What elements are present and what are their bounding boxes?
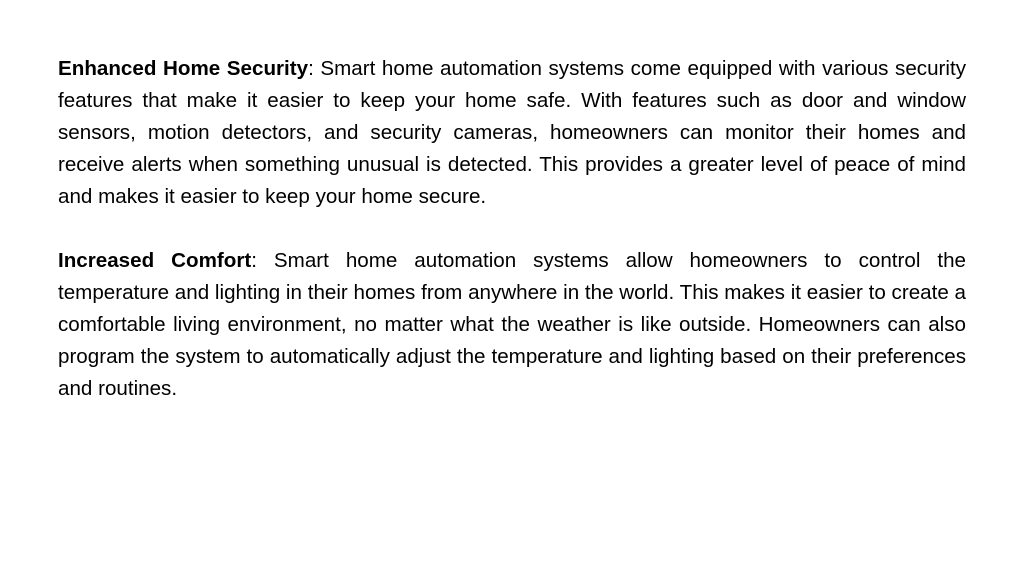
term-separator: : [251,249,257,272]
paragraph-enhanced-home-security [58,53,966,213]
paragraph-increased-comfort [58,245,966,405]
paragraph-body: Smart home automation systems allow homeowners to control the temperature and lighting in their homes from anywhere in the world. This makes it easier to create a comfortable living environment, no matter what the weather is like outside. Homeowners can also program the system to automatically adjust the temperature and lighting based on their preferences and routines. [58,249,966,400]
paragraph-term: Enhanced Home Security [58,57,309,80]
paragraph-body: Smart home automation systems come equipped with various security features that make it easier to keep your home safe. With features such as door and window sensors, motion detectors, and security cameras, homeowners can monitor their homes and receive alerts when something unusual is detected. This provides a greater level of peace of mind and makes it easier to keep your home secure. [58,57,966,208]
paragraph-term: Increased Comfort [58,249,252,272]
term-separator: : [308,57,314,80]
